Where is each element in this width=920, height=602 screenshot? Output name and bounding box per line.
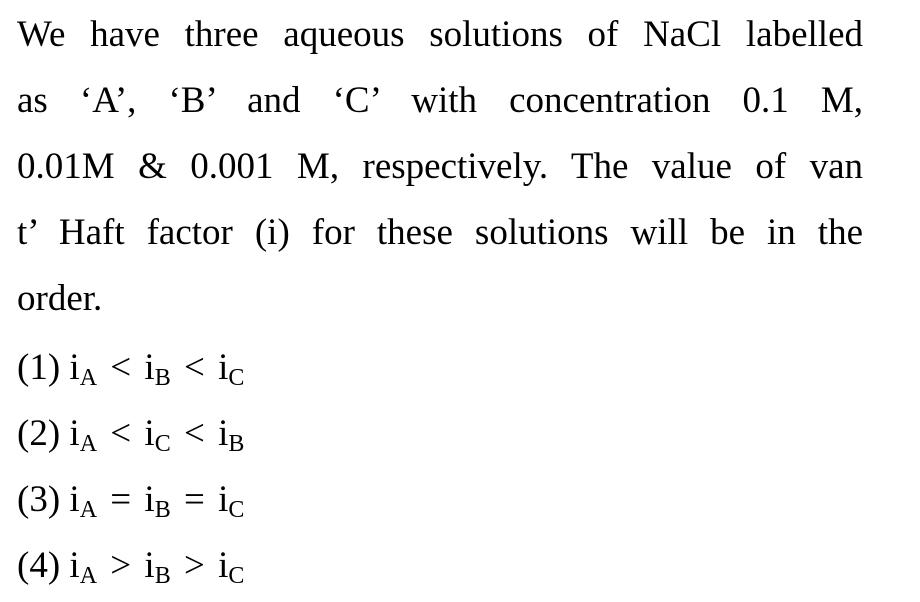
- subscript: A: [79, 365, 98, 391]
- subscript: B: [154, 497, 171, 523]
- variable-i: i: [144, 479, 155, 520]
- operator: =: [183, 479, 205, 520]
- subscript: A: [79, 497, 98, 523]
- variable-i: i: [218, 413, 229, 454]
- subscript: B: [154, 365, 171, 391]
- subscript: C: [228, 563, 245, 589]
- option-3[interactable]: [17, 467, 244, 533]
- subscript: C: [228, 365, 245, 391]
- operator: <: [183, 347, 205, 388]
- option-number: (4): [17, 545, 61, 586]
- variable-i: i: [69, 545, 80, 586]
- subscript: B: [228, 431, 245, 457]
- option-1[interactable]: [17, 335, 244, 401]
- option-4[interactable]: [17, 533, 244, 599]
- operator: <: [110, 347, 132, 388]
- subscript: C: [228, 497, 245, 523]
- variable-i: i: [144, 347, 155, 388]
- variable-i: i: [144, 413, 155, 454]
- answer-options: [17, 335, 244, 599]
- question-line-4: t’ Haft factor (i) for these solutions will be in the: [17, 212, 863, 253]
- operator: <: [183, 413, 205, 454]
- subscript: B: [154, 563, 171, 589]
- operator: <: [110, 413, 132, 454]
- variable-i: i: [218, 479, 229, 520]
- option-number: (1): [17, 347, 61, 388]
- option-2[interactable]: [17, 401, 244, 467]
- variable-i: i: [69, 413, 80, 454]
- variable-i: i: [218, 347, 229, 388]
- option-number: (2): [17, 413, 61, 454]
- question-line-1: We have three aqueous solutions of NaCl labelled: [17, 14, 863, 55]
- operator: >: [110, 545, 132, 586]
- question-line-2: as ‘A’, ‘B’ and ‘C’ with concentration 0.1 M,: [17, 80, 863, 121]
- subscript: A: [79, 563, 98, 589]
- variable-i: i: [69, 479, 80, 520]
- question-line-3: 0.01M & 0.001 M, respectively. The value of van: [17, 146, 863, 187]
- question-line-5: order.: [17, 278, 103, 319]
- variable-i: i: [218, 545, 229, 586]
- variable-i: i: [69, 347, 80, 388]
- variable-i: i: [144, 545, 155, 586]
- subscript: C: [154, 431, 171, 457]
- option-number: (3): [17, 479, 61, 520]
- question-text: [17, 0, 863, 332]
- operator: >: [183, 545, 205, 586]
- subscript: A: [79, 431, 98, 457]
- operator: =: [110, 479, 132, 520]
